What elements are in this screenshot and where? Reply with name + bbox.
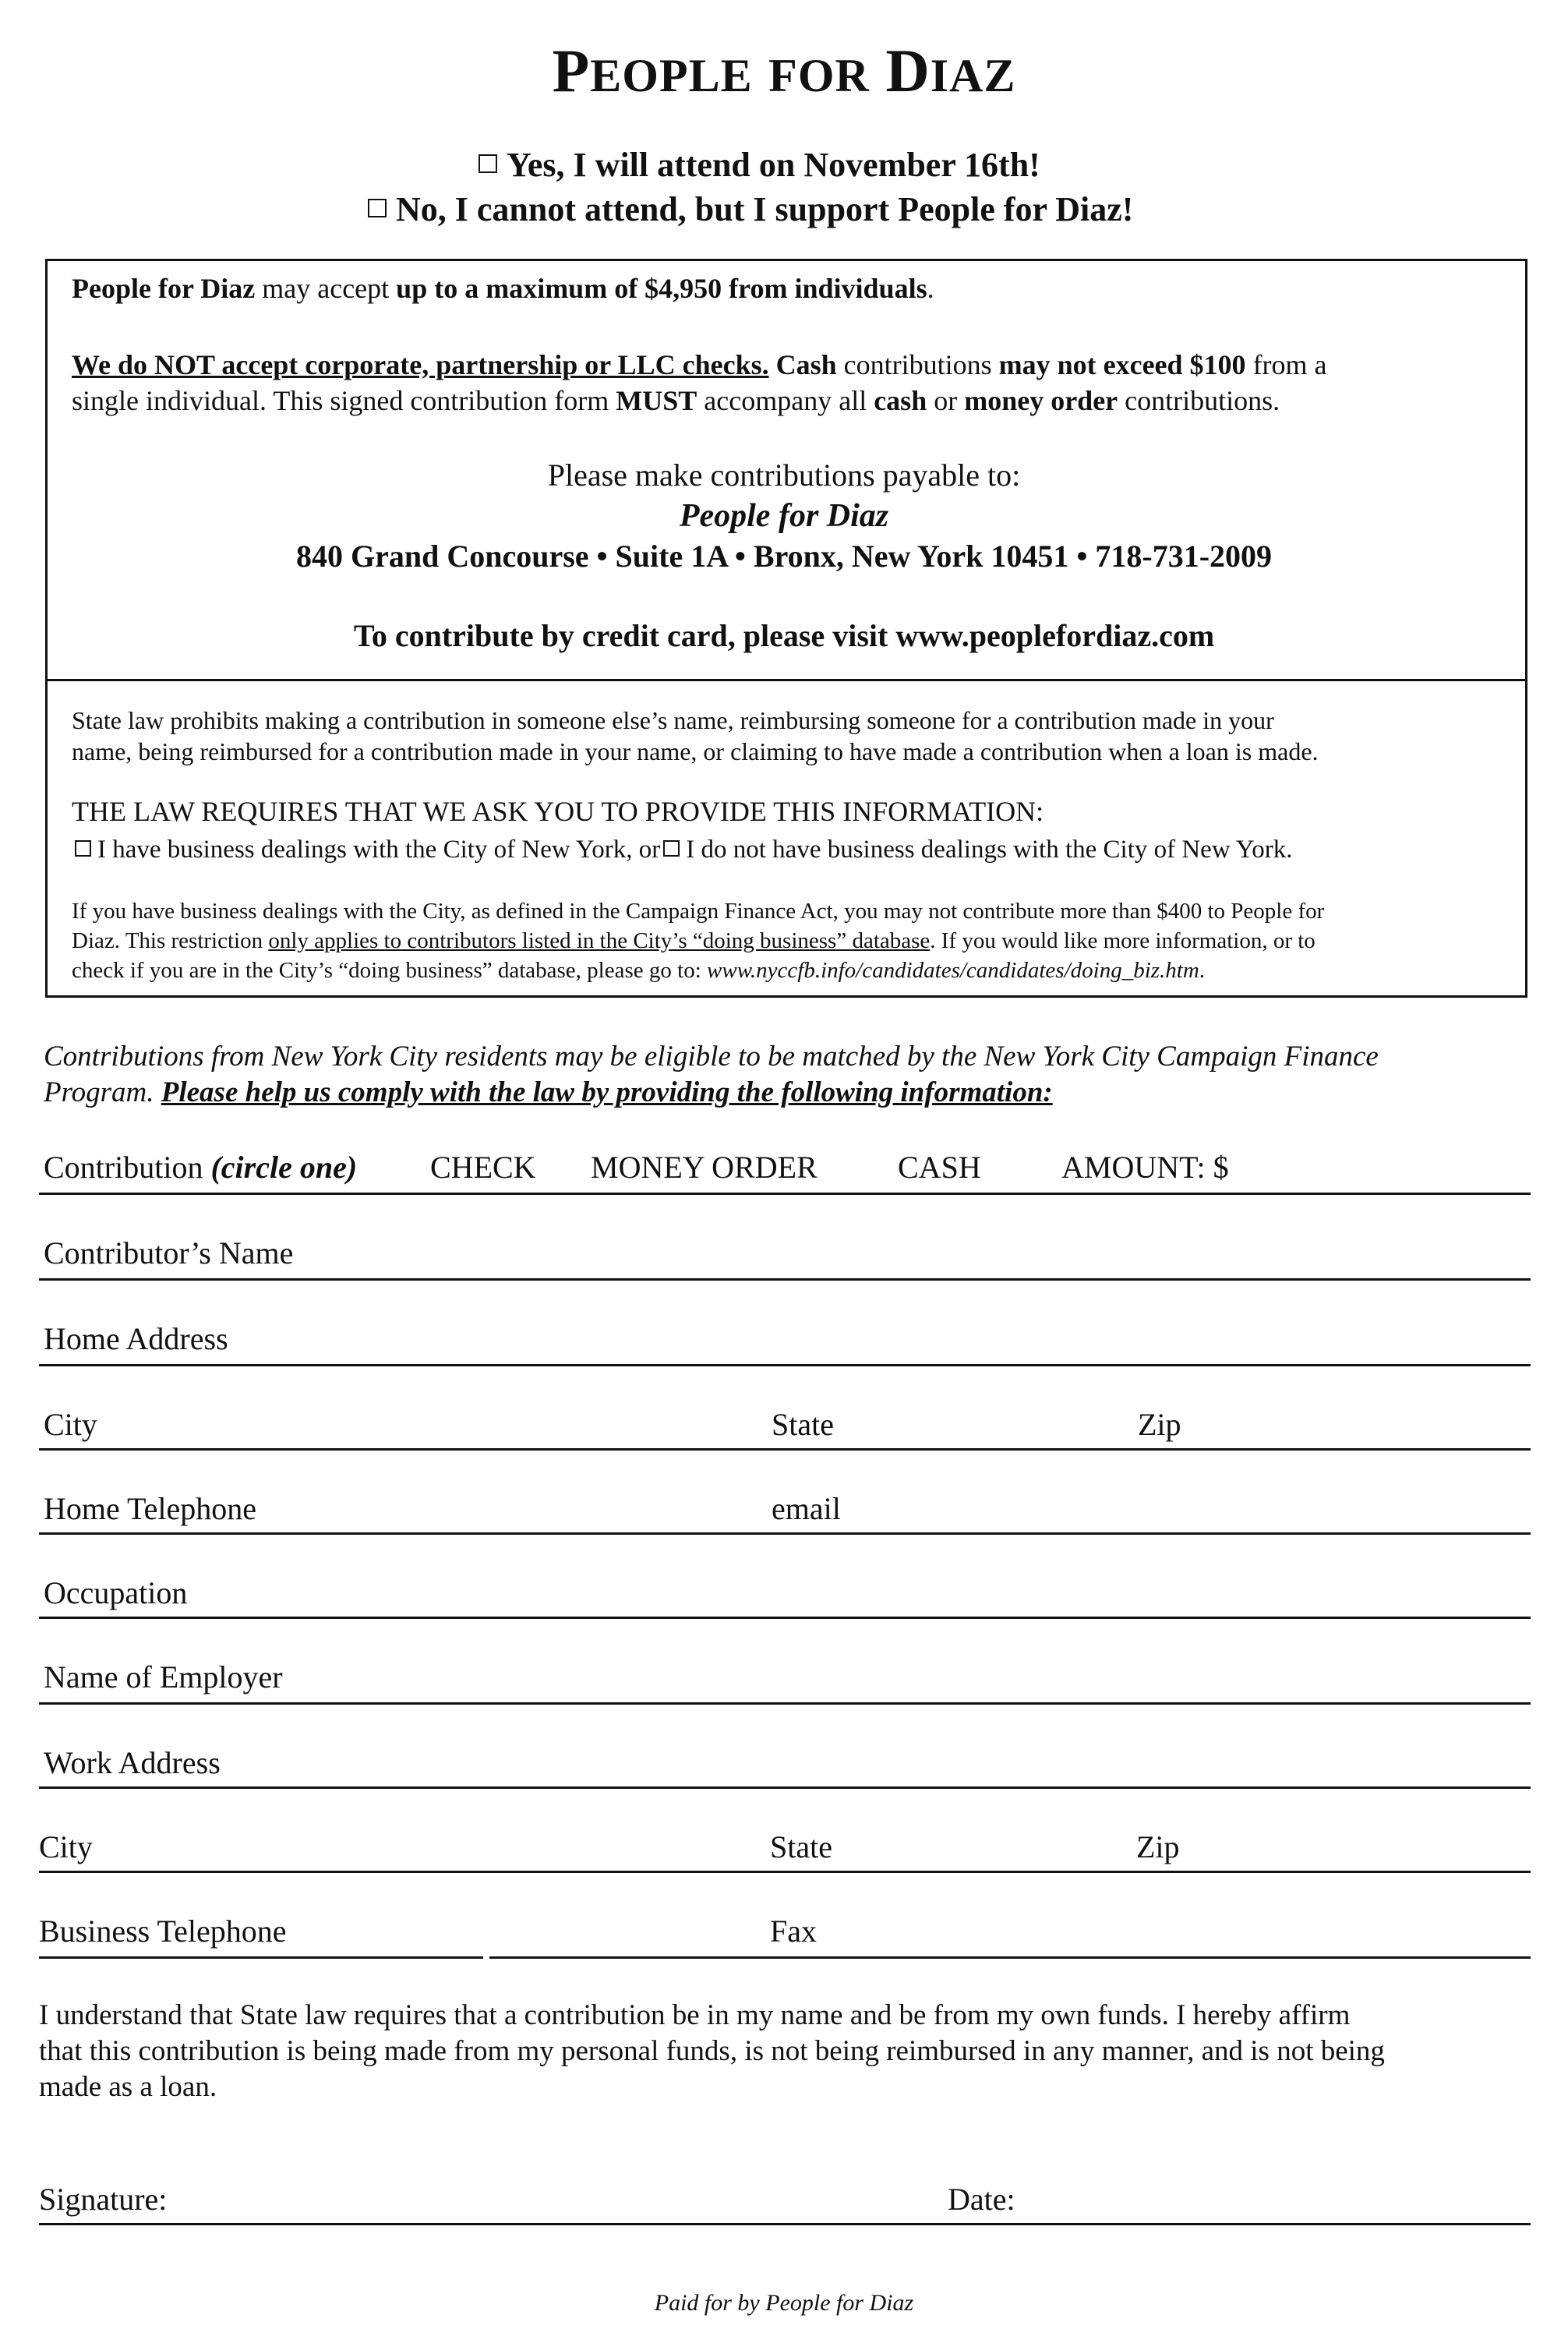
checkbox-no-dealings[interactable] <box>663 840 680 857</box>
checkbox-no[interactable] <box>368 199 387 217</box>
affirmation-line-2: that this contribution is being made from my personal funds, is not being reimbursed in any manner, and is not being <box>39 2035 1385 2067</box>
option-money-order[interactable]: MONEY ORDER <box>591 1150 818 1185</box>
work-address-field[interactable] <box>39 1786 1531 1789</box>
checkbox-yes[interactable] <box>479 154 497 173</box>
payable-intro: Please make contributions payable to: <box>547 458 1021 493</box>
matching-line-1: Contributions from New York City residents may be eligible to be matched by the New York City Campaign Finance <box>44 1041 1379 1073</box>
city-label: City <box>44 1407 97 1442</box>
payable-name: People for Diaz <box>679 498 889 534</box>
home-telephone-label: Home Telephone <box>44 1491 257 1526</box>
no-corporate-text: We do NOT accept corporate, partnership or LLC checks. Cash contributions may not exceed $100 from a <box>72 349 1327 380</box>
date-label: Date: <box>948 2182 1015 2217</box>
affirmation-line-1: I understand that State law requires that a contribution be in my name and be from my own funds. I hereby affirm <box>39 1999 1351 2031</box>
state-label: State <box>772 1407 834 1442</box>
law-line-2: name, being reimbursed for a contribution made in your name, or claiming to have made a contribution when a loan is made. <box>72 737 1319 765</box>
work-city-label: City <box>39 1829 93 1864</box>
work-state-label: State <box>770 1829 832 1864</box>
zip-label: Zip <box>1138 1407 1181 1442</box>
paid-for-by: Paid for by People for Diaz <box>654 2290 914 2316</box>
signature-date-field[interactable] <box>39 2223 1531 2225</box>
business-dealings-options: I have business dealings with the City of New York, or I do not have business dealings with the City of New York. <box>72 836 1292 864</box>
employer-label: Name of Employer <box>44 1659 283 1695</box>
contribution-label: Contribution (circle one) <box>44 1150 358 1185</box>
contribution-line[interactable] <box>39 1193 1531 1195</box>
doing-business-line-2: Diaz. This restriction only applies to contributors listed in the City’s “doing business” database. If you would like more information, or to <box>72 928 1315 953</box>
rsvp-no-option[interactable] <box>368 189 1133 229</box>
limit-text: People for Diaz may accept up to a maximum of $4,950 from individuals. <box>72 273 934 304</box>
work-city-state-zip-field[interactable] <box>39 1871 1531 1873</box>
fax-label: Fax <box>770 1914 817 1949</box>
contributor-name-field[interactable] <box>39 1278 1531 1281</box>
city-state-zip-field[interactable] <box>39 1448 1531 1451</box>
page-title: PEOPLE FOR DIAZ <box>552 37 1016 104</box>
occupation-label: Occupation <box>44 1575 188 1610</box>
checkbox-has-dealings[interactable] <box>75 840 91 857</box>
business-telephone-field[interactable] <box>39 1956 483 1959</box>
occupation-field[interactable] <box>39 1617 1531 1619</box>
option-check[interactable]: CHECK <box>430 1150 536 1185</box>
form-required-text: single individual. This signed contribution form MUST accompany all cash or money order contributions. <box>72 385 1280 416</box>
affirmation-line-3: made as a loan. <box>39 2071 217 2103</box>
telephone-email-field[interactable] <box>39 1532 1531 1535</box>
home-address-field[interactable] <box>39 1364 1531 1366</box>
home-address-label: Home Address <box>44 1321 228 1356</box>
rsvp-no-label: No, I cannot attend, but I support People for Diaz! <box>396 190 1134 228</box>
matching-line-2: Program. Please help us comply with the law by providing the following information: <box>44 1076 1053 1108</box>
work-address-label: Work Address <box>44 1745 221 1780</box>
law-heading: THE LAW REQUIRES THAT WE ASK YOU TO PROVIDE THIS INFORMATION: <box>72 796 1044 827</box>
option-cash[interactable]: CASH <box>898 1150 981 1185</box>
signature-label: Signature: <box>39 2182 168 2217</box>
rsvp-yes-option[interactable] <box>479 145 1040 185</box>
credit-card-note: To contribute by credit card, please visit www.peoplefordiaz.com <box>353 618 1215 653</box>
contributor-name-label: Contributor’s Name <box>44 1235 294 1270</box>
doing-business-link[interactable]: www.nyccfb.info/candidates/candidates/doing_biz.htm <box>707 958 1199 983</box>
fax-field[interactable] <box>489 1956 1531 1959</box>
doing-business-line-3: check if you are in the City’s “doing business” database, please go to: www.nyccfb.info/candidates/candidates/doing_biz.htm. <box>72 958 1206 983</box>
email-label: email <box>772 1491 841 1526</box>
doing-business-line-1: If you have business dealings with the City, as defined in the Campaign Finance Act, you may not contribute more than $400 to People for <box>72 899 1325 924</box>
law-line-1: State law prohibits making a contribution in someone else’s name, reimbursing someone for a contribution made in your <box>72 706 1274 734</box>
amount-label: AMOUNT: $ <box>1061 1150 1229 1185</box>
employer-field[interactable] <box>39 1702 1531 1705</box>
work-zip-label: Zip <box>1136 1829 1180 1864</box>
payable-address: 840 Grand Concourse • Suite 1A • Bronx, New York 10451 • 718-731-2009 <box>295 539 1273 574</box>
rsvp-yes-label: Yes, I will attend on November 16th! <box>507 146 1040 184</box>
business-telephone-label: Business Telephone <box>39 1914 287 1949</box>
